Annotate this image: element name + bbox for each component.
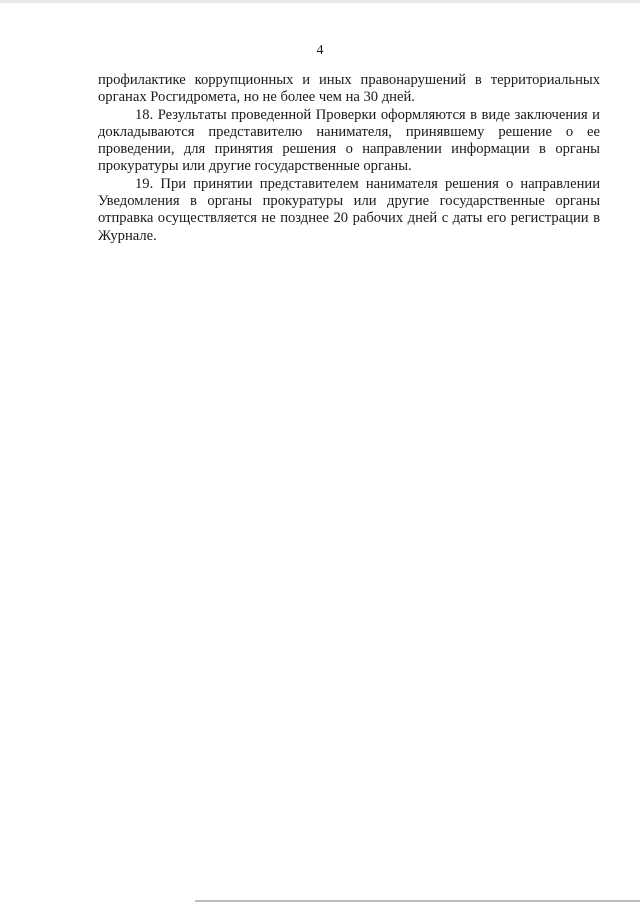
body-text bbox=[98, 72, 600, 245]
page-number: 4 bbox=[316, 43, 324, 58]
scan-edge-top bbox=[0, 0, 640, 3]
paragraph-item-19: 19. При принятии представителем нанимателя решения о направлении Уведомления в органы прокуратуры или другие государственные органы отправка осуществляется не позднее 20 рабочих дней с даты его регистрации в Журнале. bbox=[98, 175, 600, 244]
scan-edge-bottom bbox=[195, 900, 640, 902]
paragraph-continuation: профилактике коррупционных и иных правонарушений в территориальных органах Росгидромета, но не более чем на 30 дней. bbox=[98, 72, 600, 106]
paragraph-item-18: 18. Результаты проведенной Проверки оформляются в виде заключения и докладываются представителю нанимателя, принявшему решение о ее проведении, для принятия решения о направлении информации в органы прокуратуры или другие государственные органы. bbox=[98, 106, 600, 175]
